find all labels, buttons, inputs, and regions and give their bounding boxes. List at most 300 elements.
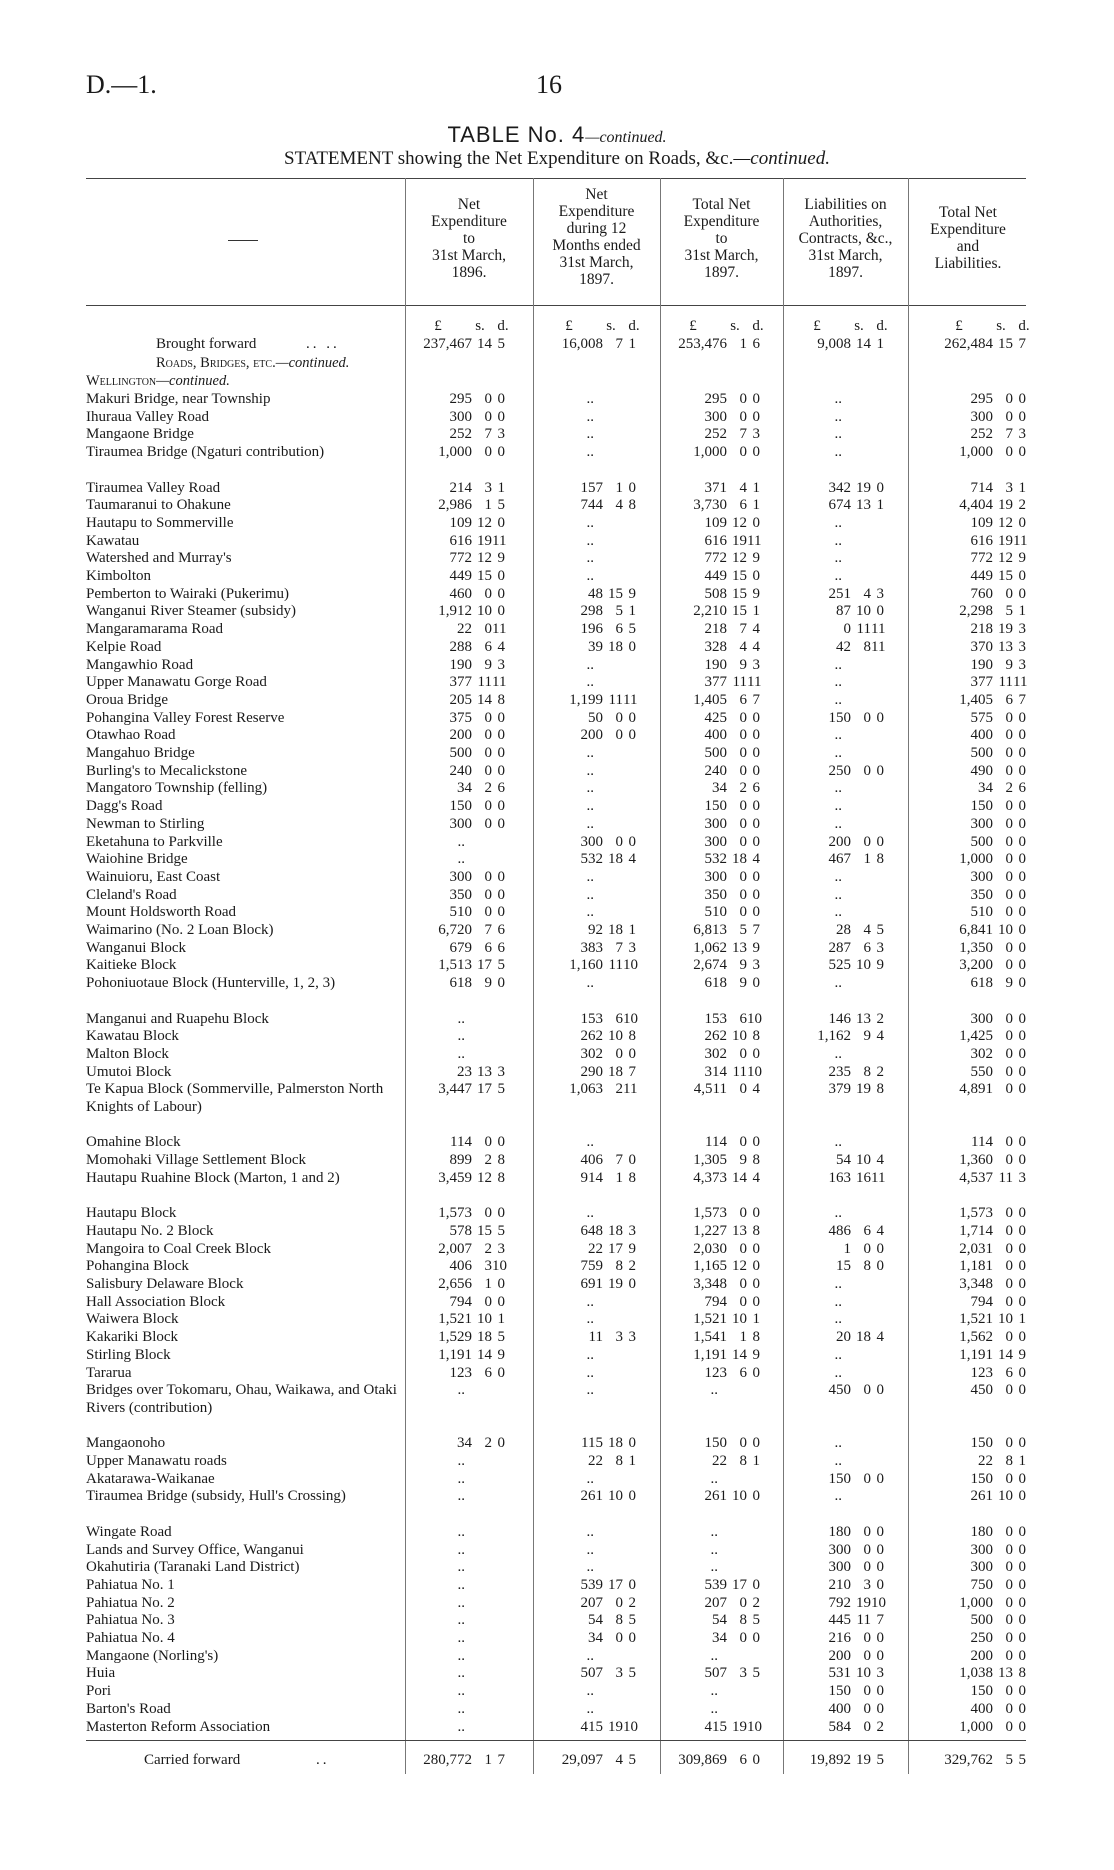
- pence: 8: [752, 1222, 760, 1239]
- shillings: 2: [484, 1152, 492, 1169]
- value-cell-col-5: [896, 639, 1026, 657]
- pounds: 329,762: [944, 1752, 993, 1769]
- pounds: 1,000: [438, 444, 472, 461]
- value-cell-col-5: [896, 586, 1026, 604]
- value-cell-col-2: [506, 550, 636, 568]
- pence: 8: [628, 497, 636, 514]
- value-cell-col-1: [375, 1311, 505, 1329]
- shillings: 0: [1005, 709, 1013, 726]
- pounds: 295: [704, 391, 727, 407]
- pounds: 371: [704, 479, 727, 496]
- value-cell-col-1: [375, 922, 505, 940]
- shillings: 1: [739, 1329, 747, 1346]
- pence: 3: [876, 939, 884, 956]
- value-cell-col-3: [630, 727, 760, 745]
- pounds: 450: [828, 1382, 851, 1399]
- value-cell-col-1: [375, 780, 505, 798]
- table-row: [86, 780, 1026, 798]
- value-cell-col-3: [630, 763, 760, 781]
- empty-value-dots: ..: [710, 1470, 718, 1487]
- pence: 0: [752, 1435, 760, 1452]
- pence: 4: [876, 1028, 884, 1045]
- value-cell-col-3: [630, 904, 760, 922]
- pence: 9: [752, 939, 760, 956]
- pounds: 3,348: [959, 1276, 993, 1292]
- row-label: Wanganui Block: [86, 939, 187, 956]
- shillings: 6: [863, 939, 871, 956]
- section-heading-wellington-continued: —continued.: [156, 373, 230, 389]
- empty-value-dots: ..: [457, 1559, 465, 1576]
- shillings: 0: [484, 727, 492, 744]
- empty-value-dots: ..: [457, 1630, 465, 1646]
- pounds: 1,521: [959, 1311, 993, 1328]
- shillings: 0: [484, 408, 492, 425]
- value-cell-col-1: [375, 975, 505, 993]
- value-cell-col-3: [630, 1701, 760, 1719]
- empty-value-dots: ..: [457, 1470, 465, 1487]
- pounds: 11: [588, 1329, 603, 1346]
- pence: 3: [876, 1665, 884, 1682]
- value-cell-col-5: [896, 515, 1026, 533]
- shillings: 7: [1005, 426, 1013, 443]
- shillings: 0: [484, 621, 492, 638]
- shillings: 9: [739, 656, 747, 673]
- pence: 0: [1018, 868, 1026, 885]
- pence: 0: [752, 1364, 760, 1381]
- row-label: Malton Block: [86, 1045, 169, 1062]
- shillings: 1: [484, 497, 492, 514]
- shillings: 2: [1005, 780, 1013, 797]
- pence: 0: [1018, 1329, 1026, 1346]
- shillings: 9: [1005, 656, 1013, 673]
- shillings: 10: [477, 1311, 492, 1328]
- pounds: 1,513: [438, 957, 472, 974]
- value-cell-col-2: [506, 409, 636, 427]
- value-cell-col-4: [754, 1382, 884, 1400]
- value-cell-col-3: [630, 887, 760, 905]
- pounds: 54: [836, 1152, 851, 1169]
- pounds: 1,305: [693, 1152, 727, 1169]
- pence: 0: [1018, 1647, 1026, 1664]
- value-cell-col-1: [375, 480, 505, 498]
- pounds: 449: [704, 568, 727, 584]
- currency-unit-pence: d.: [752, 318, 764, 334]
- table-row: [86, 1329, 1026, 1347]
- pounds: 1,573: [959, 1205, 993, 1222]
- shillings: 0: [739, 1293, 747, 1310]
- shillings: 0: [739, 1134, 747, 1151]
- shillings: 18: [608, 1222, 623, 1239]
- value-cell-col-2: [506, 1453, 636, 1471]
- empty-value-dots: ..: [834, 444, 842, 461]
- shillings: 12: [732, 1258, 747, 1275]
- shillings: 10: [998, 922, 1013, 938]
- value-cell-col-4: [754, 1294, 884, 1312]
- pence: 0: [497, 391, 505, 407]
- pounds: 500: [970, 1612, 993, 1629]
- value-cell-col-5: [896, 1276, 1026, 1294]
- value-cell-col-4: [754, 1152, 884, 1170]
- value-cell-col-1: [375, 1329, 505, 1347]
- value-cell-col-3: [630, 568, 760, 586]
- value-cell-col-1: [375, 940, 505, 958]
- pounds: 288: [449, 638, 472, 655]
- shillings: 0: [1005, 1152, 1013, 1169]
- value-cell-col-4: [754, 1648, 884, 1666]
- pounds: 16,008: [561, 336, 603, 352]
- value-cell-col-4: [754, 639, 884, 657]
- value-cell-col-3: [630, 798, 760, 816]
- empty-value-dots: ..: [834, 532, 842, 549]
- value-cell-col-4: [754, 1488, 884, 1506]
- value-cell-col-1: [375, 1011, 505, 1029]
- empty-value-dots: ..: [710, 1559, 718, 1576]
- pounds: 261: [580, 1488, 603, 1505]
- value-cell-col-4: [754, 1630, 884, 1648]
- column-header-line: Total Net: [939, 204, 997, 221]
- value-cell-col-1: [375, 798, 505, 816]
- pence: 1: [497, 1311, 505, 1328]
- pounds: 550: [970, 1063, 993, 1080]
- column-header-line: 1897.: [828, 264, 863, 281]
- shillings: 0: [484, 868, 492, 885]
- row-label: Watershed and Murray's: [86, 550, 232, 567]
- value-cell-col-2: [506, 1488, 636, 1506]
- value-cell-col-2: [506, 1435, 636, 1453]
- shillings: 9: [484, 656, 492, 673]
- value-cell-col-2: [506, 1081, 636, 1099]
- pounds: 3,730: [693, 497, 727, 514]
- value-cell-col-2: [506, 834, 636, 852]
- pounds: 383: [580, 939, 603, 956]
- pence: 8: [876, 1081, 884, 1098]
- column-header-line: to: [462, 230, 476, 247]
- pounds: 54: [588, 1612, 603, 1629]
- pence: 0: [1018, 1134, 1026, 1151]
- pounds: 1,063: [569, 1081, 603, 1098]
- pence: 1: [752, 603, 760, 620]
- pence: 11: [1013, 532, 1028, 549]
- pence: 0: [497, 1205, 505, 1222]
- leader-dots: ..: [316, 1752, 330, 1769]
- pounds: 22: [978, 1453, 993, 1469]
- pounds: 200: [580, 727, 603, 744]
- pounds: 449: [970, 568, 993, 584]
- shillings: 7: [484, 426, 492, 443]
- pounds: 425: [704, 709, 727, 726]
- table-row: [86, 1435, 1026, 1453]
- shillings: 0: [863, 762, 871, 779]
- row-label: Te Kapua Block (Sommerville, Palmerston North Knights of Labour): [86, 1081, 384, 1115]
- pounds: 1,912: [438, 603, 472, 620]
- pounds: 300: [449, 868, 472, 885]
- empty-value-dots: ..: [457, 1700, 465, 1717]
- row-label: Okahutiria (Taranaki Land District): [86, 1559, 300, 1576]
- table-row: [86, 550, 1026, 568]
- pounds: 377: [449, 674, 472, 691]
- pence: 0: [1018, 833, 1026, 850]
- shillings: 14: [856, 336, 871, 352]
- pounds: 4,891: [959, 1081, 993, 1098]
- pounds: 510: [449, 904, 472, 921]
- shillings: 4: [615, 1752, 623, 1769]
- pounds: 415: [704, 1718, 727, 1735]
- pounds: 486: [828, 1222, 851, 1239]
- pence: 0: [876, 1683, 884, 1700]
- value-cell-col-5: [896, 1524, 1026, 1542]
- pence: 0: [497, 603, 505, 620]
- shillings: 6: [1005, 1364, 1013, 1381]
- pounds: 1,714: [959, 1222, 993, 1239]
- pounds: 377: [970, 674, 993, 691]
- pounds: 400: [970, 1700, 993, 1717]
- shillings: 0: [1005, 851, 1013, 868]
- pounds: 150: [970, 1470, 993, 1487]
- value-cell-col-1: [375, 745, 505, 763]
- value-cell-col-1: [375, 763, 505, 781]
- table-row: [86, 834, 1026, 852]
- row-label: Hautapu Block: [86, 1205, 177, 1222]
- value-cell-col-4: [754, 710, 884, 728]
- pounds: 190: [449, 656, 472, 673]
- pence: 8: [752, 1329, 760, 1346]
- pence: 4: [752, 1081, 760, 1098]
- value-cell-col-5: [896, 1559, 1026, 1577]
- pounds: 252: [449, 426, 472, 443]
- pence: 3: [752, 656, 760, 673]
- shillings: 0: [1005, 1045, 1013, 1062]
- table-row: [86, 692, 1026, 710]
- shillings: 12: [732, 550, 747, 567]
- pence: 11: [871, 638, 886, 655]
- pence: 8: [752, 1152, 760, 1169]
- table-row: [86, 621, 1026, 639]
- pounds: 300: [704, 408, 727, 425]
- pence: 11: [871, 621, 886, 638]
- pounds: 467: [828, 851, 851, 868]
- pence: 0: [1018, 1630, 1026, 1646]
- shillings: 10: [998, 1311, 1013, 1328]
- pence: 0: [1018, 745, 1026, 761]
- value-cell-col-5: [896, 1382, 1026, 1400]
- empty-value-dots: ..: [834, 745, 842, 761]
- value-cell-col-2: [506, 780, 636, 798]
- shillings: 12: [477, 1169, 492, 1186]
- pence: 0: [876, 1470, 884, 1487]
- value-cell-col-2: [506, 922, 636, 940]
- value-cell-col-5: [896, 1081, 1026, 1099]
- table-row: [86, 497, 1026, 515]
- table-row: [86, 1577, 1026, 1595]
- pounds: 20: [836, 1329, 851, 1346]
- shillings: 17: [608, 1576, 623, 1593]
- pence: 4: [752, 638, 760, 655]
- pence: 2: [628, 1594, 636, 1611]
- pounds: 2,007: [438, 1240, 472, 1257]
- value-cell-col-4: [754, 1524, 884, 1542]
- pence: 0: [752, 798, 760, 815]
- value-cell-col-2: [506, 1011, 636, 1029]
- table-row: [86, 1488, 1026, 1506]
- pence: 6: [497, 939, 505, 956]
- pounds: 400: [704, 727, 727, 744]
- pence: 0: [628, 638, 636, 655]
- pounds: 500: [704, 745, 727, 761]
- empty-value-dots: ..: [457, 1612, 465, 1629]
- pounds: 309,869: [678, 1752, 727, 1769]
- pounds: 150: [970, 1435, 993, 1452]
- value-cell-col-2: [506, 533, 636, 551]
- value-cell-col-3: [630, 1205, 760, 1223]
- pence: 7: [752, 922, 760, 938]
- label-column-header: [228, 240, 258, 241]
- value-cell-col-2: [506, 1577, 636, 1595]
- pence: 0: [1018, 1718, 1026, 1735]
- pounds: 150: [970, 1683, 993, 1700]
- value-cell-col-5: [896, 391, 1026, 409]
- value-cell-col-5: [896, 603, 1026, 621]
- pence: 9: [1018, 550, 1026, 567]
- shillings: 0: [739, 745, 747, 761]
- value-cell-col-5: [896, 533, 1026, 551]
- pence: 0: [1018, 391, 1026, 407]
- row-label: Burling's to Mecalickstone: [86, 762, 248, 779]
- table-row: [86, 1347, 1026, 1365]
- empty-value-dots: ..: [586, 745, 594, 761]
- table-row: [86, 1258, 1026, 1276]
- shillings: 12: [477, 514, 492, 531]
- pounds: 200: [828, 1647, 851, 1664]
- brought-forward-label: Brought forward: [156, 336, 257, 352]
- value-cell-col-5: [896, 1665, 1026, 1683]
- pounds: 1,350: [959, 939, 993, 956]
- empty-value-dots: ..: [586, 1364, 594, 1381]
- value-cell-col-1: [375, 904, 505, 922]
- shillings: 18: [732, 851, 747, 868]
- value-cell-col-4: [754, 745, 884, 763]
- pounds: 3,459: [438, 1169, 472, 1186]
- table-row: [86, 798, 1026, 816]
- pence: 0: [1018, 975, 1026, 992]
- pounds: 575: [970, 709, 993, 726]
- value-cell-col-4: [754, 674, 884, 692]
- pence: 3: [1018, 1169, 1026, 1186]
- pounds: 772: [704, 550, 727, 567]
- pounds: 616: [970, 532, 993, 549]
- row-label: Manganui and Ruapehu Block: [86, 1010, 269, 1027]
- pounds: 190: [704, 656, 727, 673]
- pence: 3: [1018, 426, 1026, 443]
- value-cell-col-1: [375, 391, 505, 409]
- value-cell-col-1: [375, 1595, 505, 1613]
- empty-value-dots: ..: [586, 532, 594, 549]
- shillings: 14: [732, 1169, 747, 1186]
- pounds: 300: [970, 408, 993, 425]
- pounds: 114: [705, 1134, 727, 1151]
- table-row: [86, 1559, 1026, 1577]
- value-cell-col-3: [630, 1311, 760, 1329]
- pounds: 150: [828, 709, 851, 726]
- pence: 0: [1018, 444, 1026, 461]
- shillings: 0: [1005, 1559, 1013, 1576]
- table-row: [86, 887, 1026, 905]
- pence: 0: [497, 975, 505, 992]
- shillings: 1: [484, 1276, 492, 1292]
- value-cell-col-1: [375, 1701, 505, 1719]
- pence: 0: [876, 1559, 884, 1576]
- shillings: 0: [1005, 391, 1013, 407]
- shillings: 0: [1005, 1063, 1013, 1080]
- pence: 8: [1018, 1665, 1026, 1682]
- table-row: [86, 1648, 1026, 1666]
- shillings: 3: [615, 1329, 623, 1346]
- pence: 5: [752, 1665, 760, 1682]
- table-row: [86, 1152, 1026, 1170]
- value-cell-col-5: [896, 887, 1026, 905]
- pence: 0: [876, 1630, 884, 1646]
- value-cell-col-4: [754, 1542, 884, 1560]
- value-cell-col-4: [754, 1612, 884, 1630]
- row-label: Pohangina Block: [86, 1258, 189, 1275]
- pence: 10: [871, 1594, 886, 1611]
- row-label: Wainuioru, East Coast: [86, 868, 221, 885]
- pence: 5: [1018, 1752, 1026, 1769]
- value-cell-col-5: [896, 710, 1026, 728]
- empty-value-dots: ..: [457, 1665, 465, 1682]
- pence: 7: [1018, 336, 1026, 352]
- value-cell-col-5: [896, 336, 1026, 354]
- pounds: 510: [704, 904, 727, 921]
- value-cell-col-3: [630, 1152, 760, 1170]
- shillings: 0: [1005, 1647, 1013, 1664]
- shillings: 3: [615, 1665, 623, 1682]
- value-cell-col-1: [375, 639, 505, 657]
- pence: 0: [1018, 585, 1026, 602]
- pounds: 1,425: [959, 1028, 993, 1045]
- pence: 3: [876, 585, 884, 602]
- pounds: 750: [970, 1576, 993, 1593]
- pence: 1: [752, 1311, 760, 1328]
- row-label: Mangatoro Township (felling): [86, 780, 268, 797]
- value-cell-col-2: [506, 1134, 636, 1152]
- pounds: 616: [704, 532, 727, 549]
- shillings: 17: [477, 1081, 492, 1098]
- column-header-line: 31st March,: [808, 247, 883, 264]
- pence: 0: [1018, 957, 1026, 974]
- pounds: 200: [828, 833, 851, 850]
- shillings: 0: [739, 709, 747, 726]
- pence: 2: [1018, 497, 1026, 514]
- pence: 0: [1018, 1222, 1026, 1239]
- row-label: Waiohine Bridge: [86, 851, 188, 868]
- table-row: [86, 1046, 1026, 1064]
- pounds: 48: [588, 585, 603, 602]
- pence: 4: [752, 621, 760, 638]
- shillings: 8: [863, 1063, 871, 1080]
- value-cell-col-4: [754, 922, 884, 940]
- shillings: 10: [477, 603, 492, 620]
- shillings: 6: [863, 1222, 871, 1239]
- pence: 0: [497, 1293, 505, 1310]
- pence: 9: [876, 957, 884, 974]
- value-cell-col-4: [754, 336, 884, 354]
- value-cell-col-5: [896, 1347, 1026, 1365]
- row-label: Cleland's Road: [86, 886, 177, 903]
- empty-value-dots: ..: [586, 780, 594, 797]
- pounds: 1: [843, 1240, 851, 1257]
- value-cell-col-5: [896, 444, 1026, 462]
- value-cell-col-2: [506, 426, 636, 444]
